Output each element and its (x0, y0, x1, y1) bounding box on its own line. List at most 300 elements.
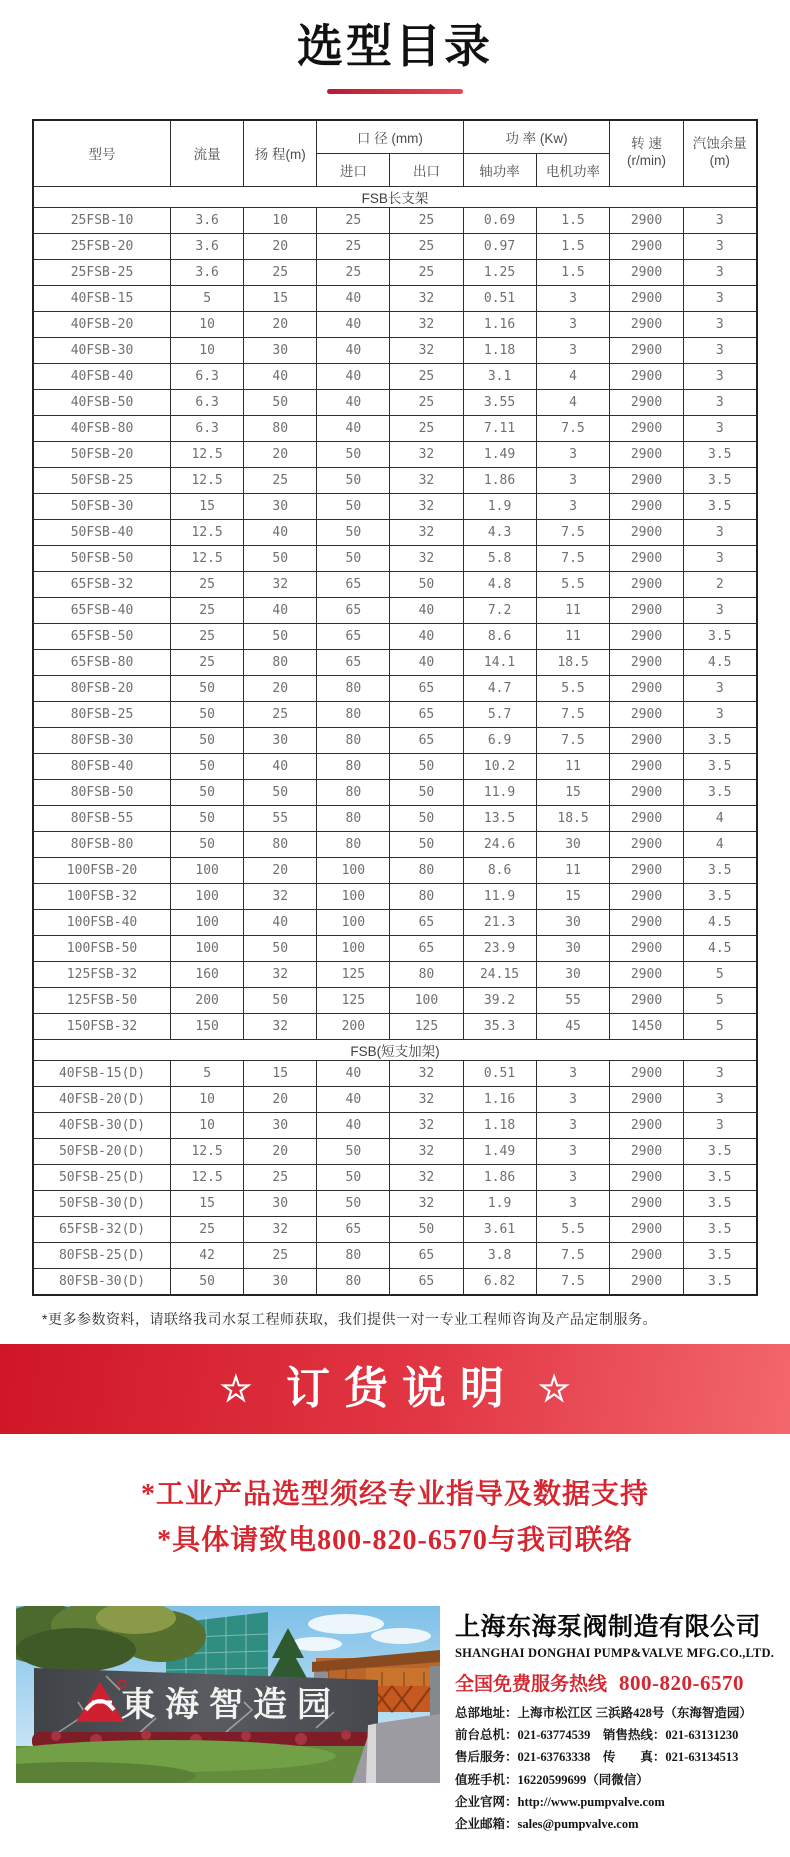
value-cell: 32 (390, 467, 463, 493)
value-cell: 11.9 (463, 883, 536, 909)
value-cell: 2900 (610, 1060, 683, 1086)
value-cell: 65 (317, 623, 390, 649)
value-cell: 2900 (610, 727, 683, 753)
model-cell: 80FSB-80 (33, 831, 171, 857)
value-cell: 50 (317, 1190, 390, 1216)
value-cell: 10.2 (463, 753, 536, 779)
value-cell: 2900 (610, 1086, 683, 1112)
value-cell: 40 (317, 1086, 390, 1112)
table-row (33, 935, 757, 961)
value-cell: 50 (171, 831, 244, 857)
value-cell: 1.5 (536, 233, 610, 259)
value-cell: 39.2 (463, 987, 536, 1013)
value-cell: 50 (244, 389, 317, 415)
value-cell: 3 (536, 1060, 610, 1086)
value-cell: 32 (244, 1013, 317, 1039)
table-row (33, 1242, 757, 1268)
value-cell: 3 (536, 467, 610, 493)
value-cell: 25 (244, 1164, 317, 1190)
order-notices (0, 1472, 790, 1564)
model-cell: 100FSB-32 (33, 883, 171, 909)
value-cell: 2900 (610, 1268, 683, 1295)
value-cell: 2900 (610, 1190, 683, 1216)
value-cell: 80 (390, 857, 463, 883)
table-header (33, 120, 757, 187)
value-cell: 2900 (610, 935, 683, 961)
model-cell: 50FSB-40 (33, 519, 171, 545)
value-cell: 50 (171, 753, 244, 779)
value-cell: 50 (171, 675, 244, 701)
value-cell: 100 (171, 935, 244, 961)
value-cell: 0.97 (463, 233, 536, 259)
value-cell: 55 (536, 987, 610, 1013)
value-cell: 80 (317, 1242, 390, 1268)
value-cell: 3.5 (683, 441, 757, 467)
model-cell: 65FSB-50 (33, 623, 171, 649)
col-outlet: 出口 (390, 153, 463, 186)
value-cell: 3.5 (683, 1190, 757, 1216)
value-cell: 25 (171, 649, 244, 675)
model-cell: 65FSB-80 (33, 649, 171, 675)
value-cell: 3.5 (683, 493, 757, 519)
company-info (455, 1606, 774, 1836)
value-cell: 4 (683, 805, 757, 831)
value-cell: 80 (317, 831, 390, 857)
value-cell: 40 (317, 1060, 390, 1086)
table-row (33, 727, 757, 753)
model-cell: 40FSB-20 (33, 311, 171, 337)
value-cell: 25 (390, 233, 463, 259)
value-cell: 50 (317, 545, 390, 571)
model-cell: 65FSB-32 (33, 571, 171, 597)
value-cell: 65 (390, 909, 463, 935)
value-cell: 5 (171, 1060, 244, 1086)
value-cell: 100 (390, 987, 463, 1013)
value-cell: 12.5 (171, 441, 244, 467)
value-cell: 40 (390, 597, 463, 623)
model-cell: 100FSB-50 (33, 935, 171, 961)
model-cell: 80FSB-30 (33, 727, 171, 753)
value-cell: 50 (390, 1216, 463, 1242)
model-cell: 50FSB-30(D) (33, 1190, 171, 1216)
value-cell: 2900 (610, 311, 683, 337)
value-cell: 65 (317, 649, 390, 675)
value-cell: 2900 (610, 233, 683, 259)
value-cell: 1.25 (463, 259, 536, 285)
model-cell: 50FSB-25 (33, 467, 171, 493)
value-cell: 4 (536, 363, 610, 389)
value-cell: 3 (683, 363, 757, 389)
col-shaft-power: 轴功率 (463, 153, 536, 186)
value-cell: 100 (317, 883, 390, 909)
value-cell: 30 (244, 727, 317, 753)
value-cell: 50 (244, 623, 317, 649)
value-cell: 4.8 (463, 571, 536, 597)
star-icon: ☆ (219, 1367, 252, 1409)
value-cell: 65 (317, 1216, 390, 1242)
value-cell: 3.6 (171, 259, 244, 285)
value-cell: 15 (171, 493, 244, 519)
table-row (33, 415, 757, 441)
table-row (33, 1013, 757, 1039)
value-cell: 4 (683, 831, 757, 857)
value-cell: 7.5 (536, 415, 610, 441)
model-cell: 65FSB-40 (33, 597, 171, 623)
footnote: *更多参数资料，请联络我司水泵工程师获取，我们提供一对一专业工程师咨询及产品定制服务。 (42, 1310, 657, 1327)
value-cell: 50 (317, 467, 390, 493)
value-cell: 2900 (610, 1138, 683, 1164)
value-cell: 25 (244, 1242, 317, 1268)
model-cell: 25FSB-20 (33, 233, 171, 259)
value-cell: 50 (317, 493, 390, 519)
value-cell: 3.5 (683, 1138, 757, 1164)
value-cell: 32 (390, 1138, 463, 1164)
value-cell: 3.6 (171, 207, 244, 233)
value-cell: 30 (244, 337, 317, 363)
value-cell: 2900 (610, 649, 683, 675)
value-cell: 80 (390, 961, 463, 987)
value-cell: 2900 (610, 363, 683, 389)
value-cell: 125 (317, 987, 390, 1013)
value-cell: 100 (171, 857, 244, 883)
table-row (33, 1138, 757, 1164)
value-cell: 80 (317, 805, 390, 831)
model-cell: 80FSB-20 (33, 675, 171, 701)
value-cell: 8.6 (463, 857, 536, 883)
value-cell: 32 (390, 285, 463, 311)
col-speed-line1: 转 速 (631, 136, 662, 152)
value-cell: 100 (317, 909, 390, 935)
value-cell: 10 (171, 311, 244, 337)
value-cell: 32 (390, 545, 463, 571)
model-cell: 40FSB-30 (33, 337, 171, 363)
page-title: 选型目录 (297, 20, 493, 72)
value-cell: 5.8 (463, 545, 536, 571)
value-cell: 30 (244, 493, 317, 519)
value-cell: 40 (244, 909, 317, 935)
value-cell: 25 (244, 701, 317, 727)
value-cell: 15 (171, 1190, 244, 1216)
col-flow: 流量 (171, 120, 244, 187)
col-npsh-line1: 汽蚀余量 (692, 136, 747, 152)
model-cell: 100FSB-20 (33, 857, 171, 883)
table-row (33, 259, 757, 285)
value-cell: 2900 (610, 259, 683, 285)
value-cell: 40 (317, 311, 390, 337)
value-cell: 10 (171, 1086, 244, 1112)
model-cell: 25FSB-25 (33, 259, 171, 285)
value-cell: 11 (536, 623, 610, 649)
value-cell: 65 (390, 935, 463, 961)
value-cell: 12.5 (171, 545, 244, 571)
table-row (33, 805, 757, 831)
value-cell: 160 (171, 961, 244, 987)
value-cell: 65 (317, 597, 390, 623)
value-cell: 25 (390, 207, 463, 233)
table-row (33, 1216, 757, 1242)
table-row (33, 519, 757, 545)
value-cell: 2900 (610, 519, 683, 545)
value-cell: 1.49 (463, 1138, 536, 1164)
model-cell: 50FSB-30 (33, 493, 171, 519)
value-cell: 3 (536, 441, 610, 467)
value-cell: 5 (683, 1013, 757, 1039)
value-cell: 3 (683, 545, 757, 571)
value-cell: 50 (171, 805, 244, 831)
model-cell: 40FSB-40 (33, 363, 171, 389)
value-cell: 4.5 (683, 649, 757, 675)
table-row (33, 597, 757, 623)
value-cell: 7.5 (536, 545, 610, 571)
value-cell: 3 (536, 1112, 610, 1138)
value-cell: 2900 (610, 545, 683, 571)
value-cell: 10 (244, 207, 317, 233)
value-cell: 2900 (610, 857, 683, 883)
value-cell: 25 (244, 467, 317, 493)
value-cell: 6.9 (463, 727, 536, 753)
value-cell: 2900 (610, 285, 683, 311)
value-cell: 80 (244, 649, 317, 675)
table-row (33, 909, 757, 935)
model-cell: 80FSB-25(D) (33, 1242, 171, 1268)
value-cell: 3.5 (683, 857, 757, 883)
value-cell: 50 (390, 805, 463, 831)
value-cell: 3 (683, 1060, 757, 1086)
value-cell: 1.18 (463, 337, 536, 363)
value-cell: 25 (317, 233, 390, 259)
value-cell: 11 (536, 597, 610, 623)
value-cell: 125 (317, 961, 390, 987)
value-cell: 20 (244, 311, 317, 337)
value-cell: 1.86 (463, 467, 536, 493)
table-row (33, 779, 757, 805)
model-cell: 80FSB-25 (33, 701, 171, 727)
value-cell: 2900 (610, 441, 683, 467)
value-cell: 50 (390, 831, 463, 857)
value-cell: 1.49 (463, 441, 536, 467)
model-cell: 50FSB-20 (33, 441, 171, 467)
value-cell: 2900 (610, 675, 683, 701)
value-cell: 80 (244, 415, 317, 441)
value-cell: 2900 (610, 389, 683, 415)
value-cell: 7.5 (536, 727, 610, 753)
value-cell: 80 (244, 831, 317, 857)
value-cell: 3.55 (463, 389, 536, 415)
value-cell: 2900 (610, 987, 683, 1013)
table-row (33, 857, 757, 883)
value-cell: 40 (317, 415, 390, 441)
table-row (33, 545, 757, 571)
value-cell: 25 (171, 1216, 244, 1242)
contact-line-email: 企业邮箱：sales@pumpvalve.com (455, 1817, 639, 1832)
value-cell: 3 (683, 597, 757, 623)
value-cell: 65 (390, 1268, 463, 1295)
table-row (33, 311, 757, 337)
table-row (33, 441, 757, 467)
model-cell: 80FSB-30(D) (33, 1268, 171, 1295)
value-cell: 100 (171, 909, 244, 935)
value-cell: 3 (536, 1164, 610, 1190)
footer (0, 1606, 790, 1836)
value-cell: 50 (171, 1268, 244, 1295)
value-cell: 3 (536, 285, 610, 311)
value-cell: 40 (317, 363, 390, 389)
value-cell: 15 (244, 285, 317, 311)
value-cell: 30 (244, 1190, 317, 1216)
value-cell: 100 (171, 883, 244, 909)
table-row (33, 831, 757, 857)
table-row (33, 675, 757, 701)
value-cell: 20 (244, 1138, 317, 1164)
contact-line-website: 企业官网：http://www.pumpvalve.com (455, 1794, 665, 1809)
value-cell: 0.51 (463, 285, 536, 311)
table-section-row (33, 186, 757, 207)
value-cell: 125 (390, 1013, 463, 1039)
model-cell: 40FSB-50 (33, 389, 171, 415)
table-row (33, 337, 757, 363)
selection-table (32, 119, 758, 1296)
value-cell: 200 (317, 1013, 390, 1039)
value-cell: 7.5 (536, 1242, 610, 1268)
value-cell: 20 (244, 675, 317, 701)
value-cell: 80 (317, 727, 390, 753)
value-cell: 65 (317, 571, 390, 597)
value-cell: 20 (244, 857, 317, 883)
value-cell: 5.7 (463, 701, 536, 727)
hotline-number: 800-820-6570 (619, 1670, 745, 1695)
col-diameter-group: 口 径 (mm) (317, 120, 463, 154)
value-cell: 50 (317, 519, 390, 545)
value-cell: 1.16 (463, 1086, 536, 1112)
value-cell: 32 (390, 1164, 463, 1190)
model-cell: 25FSB-10 (33, 207, 171, 233)
value-cell: 5.5 (536, 571, 610, 597)
value-cell: 15 (536, 779, 610, 805)
table-row (33, 961, 757, 987)
value-cell: 25 (317, 259, 390, 285)
value-cell: 50 (390, 571, 463, 597)
value-cell: 50 (171, 701, 244, 727)
value-cell: 32 (390, 1060, 463, 1086)
value-cell: 32 (244, 961, 317, 987)
value-cell: 50 (171, 727, 244, 753)
value-cell: 25 (390, 363, 463, 389)
value-cell: 32 (390, 1112, 463, 1138)
value-cell: 4.5 (683, 909, 757, 935)
value-cell: 4 (536, 389, 610, 415)
value-cell: 32 (244, 571, 317, 597)
star-icon: ☆ (538, 1367, 571, 1409)
value-cell: 50 (390, 753, 463, 779)
value-cell: 3.5 (683, 1164, 757, 1190)
value-cell: 50 (390, 779, 463, 805)
company-name-cn: 上海东海泵阀制造有限公司 (455, 1612, 762, 1641)
table-row (33, 1164, 757, 1190)
model-cell: 80FSB-40 (33, 753, 171, 779)
value-cell: 65 (390, 727, 463, 753)
contact-list (455, 1702, 774, 1836)
value-cell: 3.5 (683, 1242, 757, 1268)
value-cell: 3 (536, 311, 610, 337)
value-cell: 7.5 (536, 1268, 610, 1295)
value-cell: 3.5 (683, 727, 757, 753)
table-row (33, 233, 757, 259)
value-cell: 3 (683, 285, 757, 311)
col-npsh (683, 120, 757, 187)
table-section-label: FSB长支架 (33, 186, 757, 207)
value-cell: 25 (390, 259, 463, 285)
value-cell: 12.5 (171, 467, 244, 493)
value-cell: 32 (244, 1216, 317, 1242)
value-cell: 3 (536, 1138, 610, 1164)
value-cell: 2900 (610, 597, 683, 623)
value-cell: 2900 (610, 1112, 683, 1138)
value-cell: 30 (536, 831, 610, 857)
table-row (33, 1268, 757, 1295)
value-cell: 2900 (610, 883, 683, 909)
value-cell: 80 (317, 779, 390, 805)
value-cell: 3 (536, 337, 610, 363)
value-cell: 32 (390, 337, 463, 363)
value-cell: 40 (244, 753, 317, 779)
value-cell: 3 (683, 701, 757, 727)
value-cell: 6.82 (463, 1268, 536, 1295)
value-cell: 32 (244, 883, 317, 909)
notice-line: *具体请致电800-820-6570与我司联络 (157, 1524, 633, 1556)
col-speed (610, 120, 683, 187)
value-cell: 32 (390, 311, 463, 337)
value-cell: 2900 (610, 493, 683, 519)
value-cell: 50 (317, 441, 390, 467)
value-cell: 24.6 (463, 831, 536, 857)
order-banner (0, 1344, 790, 1434)
value-cell: 1450 (610, 1013, 683, 1039)
value-cell: 30 (244, 1112, 317, 1138)
value-cell: 0.69 (463, 207, 536, 233)
value-cell: 32 (390, 1190, 463, 1216)
value-cell: 3 (683, 389, 757, 415)
table-row (33, 701, 757, 727)
value-cell: 100 (317, 857, 390, 883)
value-cell: 25 (244, 259, 317, 285)
value-cell: 1.5 (536, 207, 610, 233)
factory-photo (16, 1606, 440, 1783)
table-row (33, 207, 757, 233)
value-cell: 4.7 (463, 675, 536, 701)
model-cell: 80FSB-55 (33, 805, 171, 831)
value-cell: 7.2 (463, 597, 536, 623)
value-cell: 25 (171, 571, 244, 597)
value-cell: 14.1 (463, 649, 536, 675)
value-cell: 40 (244, 363, 317, 389)
value-cell: 11 (536, 753, 610, 779)
value-cell: 30 (244, 1268, 317, 1295)
value-cell: 1.9 (463, 1190, 536, 1216)
table-row (33, 363, 757, 389)
model-cell: 100FSB-40 (33, 909, 171, 935)
value-cell: 2900 (610, 805, 683, 831)
model-cell: 150FSB-32 (33, 1013, 171, 1039)
value-cell: 3 (683, 1112, 757, 1138)
value-cell: 18.5 (536, 649, 610, 675)
value-cell: 3 (536, 1190, 610, 1216)
value-cell: 40 (317, 285, 390, 311)
value-cell: 50 (244, 935, 317, 961)
value-cell: 2900 (610, 779, 683, 805)
value-cell: 2900 (610, 623, 683, 649)
value-cell: 50 (317, 1164, 390, 1190)
value-cell: 0.51 (463, 1060, 536, 1086)
